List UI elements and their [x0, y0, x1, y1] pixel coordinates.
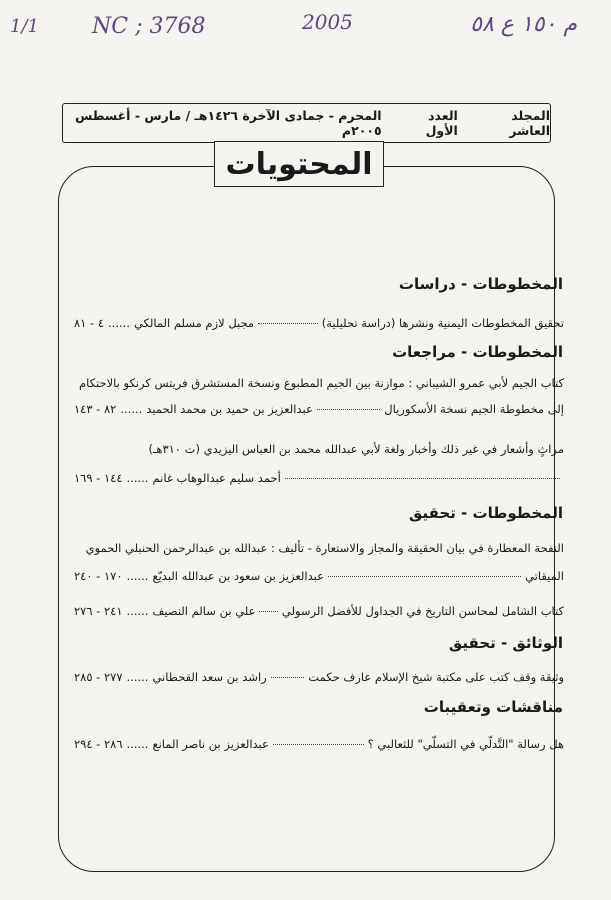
entry-title: وثيقة وقف كتب على مكتبة شيخ الإسلام عارف حكمت [308, 670, 564, 684]
handwritten-accession-code: NC ; 3768 [92, 14, 206, 39]
page-title: المحتويات [214, 141, 384, 187]
toc-entry: النفحة المعطارة في بيان الحقيقة والمجاز والاستعارة - تأليف : عبدالله بن عبدالرحمن الحنبلي الحموي الميقاتي عبدالعزيز بن سعود بن عبدالله البديّع ...... ١٧٠ - ٢٤٠ [74, 541, 564, 583]
issue-header [62, 103, 551, 143]
section-heading: المخطوطات - مراجعات [392, 343, 563, 361]
entry-pages: ١٧٠ - ٢٤٠ [74, 569, 123, 583]
issue-date: المحرم - جمادى الآخرة ١٤٢٦هـ / مارس - أغسطس ٢٠٠٥م [75, 108, 382, 138]
section-heading: مناقشات وتعقيبات [423, 698, 563, 716]
section-heading: المخطوطات - دراسات [398, 275, 563, 293]
entry-author: راشد بن سعد القحطاني [152, 670, 267, 684]
section-heading: الوثائق - تحقيق [448, 634, 563, 652]
toc-entry: هل رسالة "التَّدلّي في التسلّي" للثعالبي ؟ عبدالعزيز بن ناصر المانع ...... ٢٨٦ - ٢٩٤ [74, 737, 564, 751]
entry-author: علي بن سالم النصيف [152, 604, 256, 618]
section-heading: المخطوطات - تحقيق [408, 504, 563, 522]
issue-label: العدد الأول [425, 108, 458, 138]
entry-pages: ٢٧٧ - ٢٨٥ [74, 670, 123, 684]
toc-entry: تحقيق المخطوطات اليمنية ونشرها (دراسة تحليلية) مجبل لازم مسلم المالكي ...... ٤ - ٨١ [74, 316, 564, 330]
handwritten-year: 2005 [302, 10, 353, 34]
toc-entry: كتاب الشامل لمحاسن التاريخ في الجداول للأفضل الرسولي علي بن سالم النصيف ...... ٢٤١ - ٢٧٦ [74, 604, 564, 618]
entry-author: أحمد سليم عبدالوهاب غانم [152, 471, 281, 485]
entry-title: كتاب الشامل لمحاسن التاريخ في الجداول للأفضل الرسولي [281, 604, 564, 618]
entry-author: عبدالعزيز بن حميد بن محمد الحميد [146, 402, 313, 416]
entry-pages: ٢٤١ - ٢٧٦ [74, 604, 123, 618]
entry-pages: ٨٢ - ١٤٣ [74, 402, 117, 416]
entry-author: مجبل لازم مسلم المالكي [133, 316, 255, 330]
entry-author: عبدالعزيز بن ناصر المانع [152, 737, 269, 751]
entry-title: النفحة المعطارة في بيان الحقيقة والمجاز والاستعارة - تأليف : عبدالله بن عبدالرحمن الحنبلي الحموي [85, 541, 564, 555]
entry-title-continued: الميقاتي [525, 569, 564, 583]
entry-title-continued: إلى مخطوطة الجيم نسخة الأسكوريال [384, 402, 564, 416]
entry-title: هل رسالة "التَّدلّي في التسلّي" للثعالبي ؟ [367, 737, 564, 751]
entry-title: مراثٍ وأشعار في غير ذلك وأخبار ولغة لأبي عبدالله محمد بن العباس اليزيدي (ت ٣١٠هـ) [148, 442, 564, 456]
entry-author: عبدالعزيز بن سعود بن عبدالله البديّع [152, 569, 324, 583]
entry-pages: ٤ - ٨١ [74, 316, 105, 330]
toc-entry: كتاب الجيم لأبي عمرو الشيباني : موازنة بين الجيم المطبوع ونسخة المستشرق فريتس كرنكو بالاحتكام إلى مخطوطة الجيم نسخة الأسكوريال عبدالعزيز بن حميد بن محمد الحميد ...... ٨٢ - ١٤٣ [74, 376, 564, 416]
entry-title: تحقيق المخطوطات اليمنية ونشرها (دراسة تحليلية) [321, 316, 564, 330]
volume-label: المجلد العاشر [509, 108, 550, 138]
handwritten-left-note: 1/1 [10, 16, 39, 37]
toc-entry: مراثٍ وأشعار في غير ذلك وأخبار ولغة لأبي عبدالله محمد بن العباس اليزيدي (ت ٣١٠هـ) أحمد سليم عبدالوهاب غانم ...... ١٤٤ - ١٦٩ [74, 442, 564, 485]
entry-pages: ٢٨٦ - ٢٩٤ [74, 737, 123, 751]
entry-title: كتاب الجيم لأبي عمرو الشيباني : موازنة بين الجيم المطبوع ونسخة المستشرق فريتس كرنكو بالاحتكام [79, 376, 564, 390]
handwritten-call-number: م ١٥٠ ع ٥٨ [470, 12, 577, 37]
toc-entry: وثيقة وقف كتب على مكتبة شيخ الإسلام عارف حكمت راشد بن سعد القحطاني ...... ٢٧٧ - ٢٨٥ [74, 670, 564, 684]
entry-pages: ١٤٤ - ١٦٩ [74, 471, 123, 485]
